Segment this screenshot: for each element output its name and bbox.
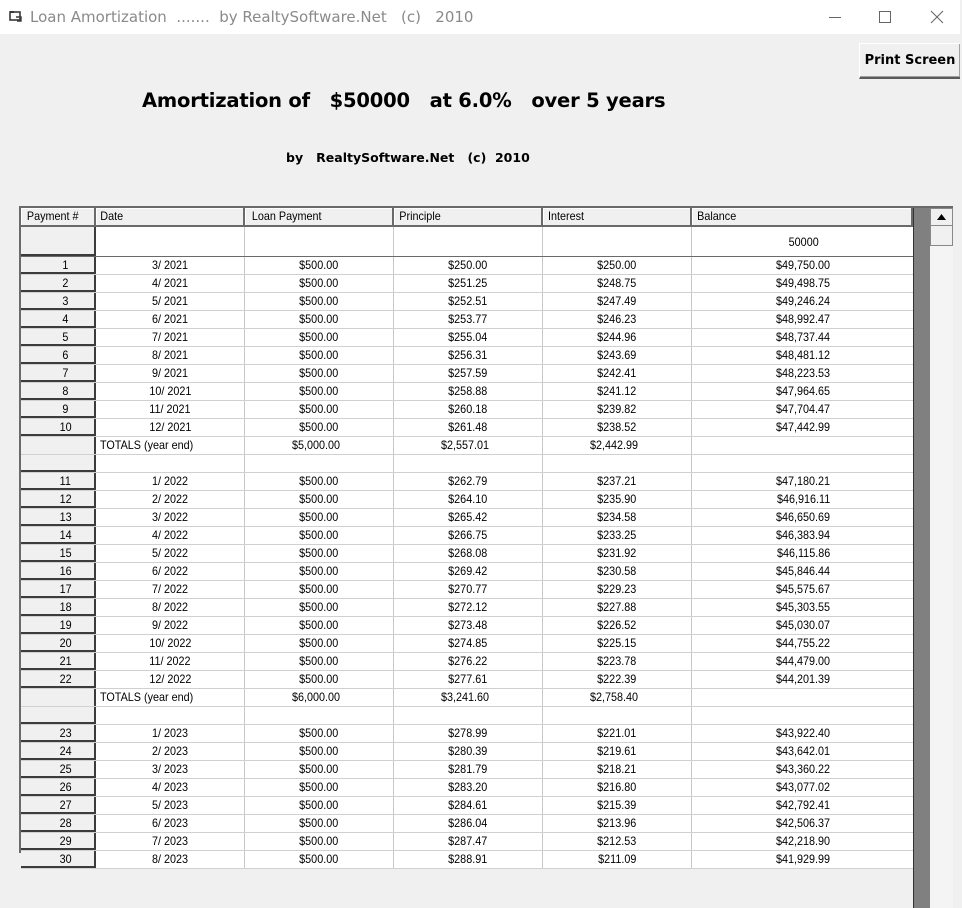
payment-number-cell[interactable]: 21 bbox=[21, 653, 96, 670]
blank-row bbox=[21, 707, 915, 725]
table-row bbox=[21, 509, 915, 527]
date-cell[interactable]: 11/ 2022 bbox=[96, 653, 245, 670]
date-cell[interactable]: 2/ 2022 bbox=[96, 491, 245, 508]
close-button[interactable] bbox=[912, 0, 962, 34]
date-cell[interactable]: 9/ 2022 bbox=[96, 617, 245, 634]
payment-number-cell[interactable]: 10 bbox=[21, 419, 96, 436]
payment-number-cell[interactable]: 25 bbox=[21, 761, 96, 778]
payment-number-cell[interactable]: 8 bbox=[21, 383, 96, 400]
app-icon bbox=[9, 10, 22, 22]
principle-cell[interactable]: $270.77 bbox=[394, 581, 543, 598]
blank-row bbox=[21, 455, 915, 473]
payment-number-cell[interactable]: 9 bbox=[21, 401, 96, 418]
principle-cell[interactable]: $276.22 bbox=[394, 653, 543, 670]
loan-payment-cell[interactable]: $500.00 bbox=[245, 599, 394, 616]
date-cell[interactable]: 4/ 2023 bbox=[96, 779, 245, 796]
date-cell[interactable] bbox=[96, 227, 245, 256]
date-cell[interactable] bbox=[96, 707, 245, 724]
totals-row bbox=[21, 437, 915, 455]
payment-number-cell[interactable]: 15 bbox=[21, 545, 96, 562]
principle-cell[interactable] bbox=[394, 227, 543, 256]
payment-number-cell[interactable]: 19 bbox=[21, 617, 96, 634]
principle-cell[interactable]: $252.51 bbox=[394, 293, 543, 310]
payment-number-cell[interactable]: 29 bbox=[21, 833, 96, 850]
date-cell[interactable]: 8/ 2023 bbox=[96, 851, 245, 868]
loan-payment-cell[interactable]: $500.00 bbox=[245, 563, 394, 580]
up-arrow-icon bbox=[937, 214, 946, 220]
balance-cell[interactable]: $46,115.86 bbox=[776, 546, 831, 560]
balance-cell[interactable]: $47,964.65 bbox=[776, 384, 831, 398]
date-cell[interactable]: 12/ 2022 bbox=[96, 671, 245, 688]
interest-cell[interactable]: $211.09 bbox=[543, 851, 692, 868]
interest-cell[interactable]: $218.21 bbox=[543, 761, 692, 778]
payment-number-cell[interactable]: 26 bbox=[21, 779, 96, 796]
date-cell[interactable]: 9/ 2021 bbox=[96, 365, 245, 382]
principle-cell[interactable]: $278.99 bbox=[394, 725, 543, 742]
interest-cell[interactable]: $215.39 bbox=[543, 797, 692, 814]
loan-payment-cell[interactable]: $500.00 bbox=[245, 473, 394, 490]
table-header bbox=[21, 208, 915, 227]
table-row bbox=[21, 275, 915, 293]
balance-cell[interactable]: $45,846.44 bbox=[776, 564, 831, 578]
date-cell[interactable]: 1/ 2023 bbox=[96, 725, 245, 742]
loan-payment-cell[interactable]: $6,000.00 bbox=[245, 689, 394, 706]
date-cell[interactable]: TOTALS (year end) bbox=[96, 689, 245, 706]
balance-cell[interactable]: $48,481.12 bbox=[776, 348, 831, 362]
date-cell[interactable]: 8/ 2021 bbox=[96, 347, 245, 364]
loan-payment-cell[interactable]: $500.00 bbox=[245, 743, 394, 760]
principle-cell[interactable]: $272.12 bbox=[394, 599, 543, 616]
interest-cell[interactable]: $230.58 bbox=[543, 563, 692, 580]
table-row bbox=[21, 563, 915, 581]
date-cell[interactable]: 1/ 2022 bbox=[96, 473, 245, 490]
interest-cell[interactable]: $234.58 bbox=[543, 509, 692, 526]
payment-number-cell[interactable]: 17 bbox=[21, 581, 96, 598]
print-screen-button[interactable]: Print Screen bbox=[859, 43, 960, 79]
date-cell[interactable]: 11/ 2021 bbox=[96, 401, 245, 418]
balance-cell[interactable]: $43,642.01 bbox=[776, 744, 831, 758]
table-row bbox=[21, 851, 915, 869]
principle-cell[interactable]: $250.00 bbox=[394, 257, 543, 274]
payment-number-cell[interactable]: 2 bbox=[21, 275, 96, 292]
date-cell[interactable]: 12/ 2021 bbox=[96, 419, 245, 436]
title-bar bbox=[0, 0, 960, 34]
balance-cell[interactable]: $46,650.69 bbox=[776, 510, 831, 524]
header-interest[interactable]: Interest bbox=[543, 208, 692, 225]
interest-cell[interactable]: $247.49 bbox=[543, 293, 692, 310]
table-row bbox=[21, 743, 915, 761]
payment-number-cell[interactable]: 22 bbox=[21, 671, 96, 688]
loan-payment-cell[interactable]: $5,000.00 bbox=[245, 437, 394, 454]
loan-payment-cell[interactable]: $500.00 bbox=[245, 419, 394, 436]
balance-cell[interactable]: $45,575.67 bbox=[776, 582, 831, 596]
loan-payment-cell[interactable]: $500.00 bbox=[245, 401, 394, 418]
date-cell[interactable]: 6/ 2021 bbox=[96, 311, 245, 328]
payment-number-cell[interactable]: 12 bbox=[21, 491, 96, 508]
interest-cell[interactable]: $212.53 bbox=[543, 833, 692, 850]
payment-number-cell[interactable] bbox=[21, 689, 96, 706]
principle-cell[interactable]: $258.88 bbox=[394, 383, 543, 400]
table-row bbox=[21, 527, 915, 545]
grid-body bbox=[21, 208, 915, 869]
payment-number-cell[interactable]: 27 bbox=[21, 797, 96, 814]
interest-cell[interactable]: $243.69 bbox=[543, 347, 692, 364]
window-title: Loan Amortization ....... by RealtySoftware.Net (c) 2010 bbox=[30, 8, 474, 26]
table-row bbox=[21, 635, 915, 653]
interest-cell[interactable]: $229.23 bbox=[543, 581, 692, 598]
loan-payment-cell[interactable]: $500.00 bbox=[245, 725, 394, 742]
table-row bbox=[21, 779, 915, 797]
interest-cell[interactable]: $216.80 bbox=[543, 779, 692, 796]
payment-number-cell[interactable]: 28 bbox=[21, 815, 96, 832]
payment-number-cell[interactable]: 1 bbox=[21, 257, 96, 274]
principle-cell[interactable] bbox=[394, 707, 543, 724]
table-rows bbox=[21, 257, 915, 869]
interest-cell[interactable]: $231.92 bbox=[543, 545, 692, 562]
table-row bbox=[21, 545, 915, 563]
loan-payment-cell[interactable]: $500.00 bbox=[245, 257, 394, 274]
page-title: Amortization of $50000 at 6.0% over 5 years bbox=[142, 89, 666, 112]
table-row bbox=[21, 401, 915, 419]
payment-number-cell[interactable]: 6 bbox=[21, 347, 96, 364]
interest-cell[interactable]: $227.88 bbox=[543, 599, 692, 616]
loan-payment-cell[interactable]: $500.00 bbox=[245, 653, 394, 670]
date-cell[interactable]: 10/ 2021 bbox=[96, 383, 245, 400]
date-cell[interactable]: 3/ 2021 bbox=[96, 257, 245, 274]
balance-cell[interactable]: $48,223.53 bbox=[776, 366, 831, 380]
balance-cell[interactable]: $46,383.94 bbox=[776, 528, 831, 542]
payment-number-cell[interactable]: 4 bbox=[21, 311, 96, 328]
date-cell[interactable]: 3/ 2022 bbox=[96, 509, 245, 526]
principle-cell[interactable]: $2,557.01 bbox=[394, 437, 543, 454]
table-row bbox=[21, 257, 915, 275]
date-cell[interactable]: 7/ 2023 bbox=[96, 833, 245, 850]
close-icon bbox=[931, 11, 943, 23]
loan-payment-cell[interactable]: $500.00 bbox=[245, 365, 394, 382]
interest-cell[interactable]: $248.75 bbox=[543, 275, 692, 292]
principle-cell[interactable]: $3,241.60 bbox=[394, 689, 543, 706]
table-row bbox=[21, 491, 915, 509]
principle-cell[interactable]: $280.39 bbox=[394, 743, 543, 760]
table-row bbox=[21, 365, 915, 383]
loan-payment-cell[interactable]: $500.00 bbox=[245, 617, 394, 634]
interest-cell[interactable]: $241.12 bbox=[543, 383, 692, 400]
interest-cell[interactable]: $213.96 bbox=[543, 815, 692, 832]
table-row bbox=[21, 761, 915, 779]
principle-cell[interactable]: $268.08 bbox=[394, 545, 543, 562]
table-row bbox=[21, 581, 915, 599]
interest-cell[interactable]: $222.39 bbox=[543, 671, 692, 688]
balance-cell[interactable]: $45,030.07 bbox=[776, 618, 831, 632]
initial-balance-cell[interactable]: 50000 bbox=[788, 235, 819, 249]
totals-row bbox=[21, 689, 915, 707]
date-cell[interactable]: 2/ 2023 bbox=[96, 743, 245, 760]
interest-cell[interactable] bbox=[543, 455, 692, 472]
table-row bbox=[21, 473, 915, 491]
balance-cell[interactable] bbox=[692, 707, 915, 724]
interest-cell[interactable]: $233.25 bbox=[543, 527, 692, 544]
loan-payment-cell[interactable]: $500.00 bbox=[245, 311, 394, 328]
balance-cell[interactable]: $48,992.47 bbox=[776, 312, 831, 326]
interest-cell[interactable]: $237.21 bbox=[543, 473, 692, 490]
interest-cell[interactable]: $221.01 bbox=[543, 725, 692, 742]
balance-cell[interactable]: $47,180.21 bbox=[776, 474, 831, 488]
page-subtitle: by RealtySoftware.Net (c) 2010 bbox=[286, 150, 530, 165]
balance-cell[interactable] bbox=[692, 437, 915, 454]
loan-payment-cell[interactable]: $500.00 bbox=[245, 491, 394, 508]
date-cell[interactable]: 8/ 2022 bbox=[96, 599, 245, 616]
balance-cell[interactable]: $43,077.02 bbox=[776, 780, 831, 794]
payment-number-cell[interactable]: 11 bbox=[21, 473, 96, 490]
balance-cell[interactable]: $49,246.24 bbox=[776, 294, 831, 308]
principle-cell[interactable]: $256.31 bbox=[394, 347, 543, 364]
payment-number-cell[interactable]: 18 bbox=[21, 599, 96, 616]
table-row bbox=[21, 383, 915, 401]
interest-cell[interactable]: $2,442.99 bbox=[543, 437, 692, 454]
table-row bbox=[21, 311, 915, 329]
date-cell[interactable]: 3/ 2023 bbox=[96, 761, 245, 778]
interest-cell[interactable] bbox=[543, 227, 692, 256]
balance-cell[interactable]: $47,704.47 bbox=[776, 402, 831, 416]
interest-cell[interactable]: $239.82 bbox=[543, 401, 692, 418]
principle-cell[interactable]: $260.18 bbox=[394, 401, 543, 418]
principle-cell[interactable]: $261.48 bbox=[394, 419, 543, 436]
principle-cell[interactable]: $277.61 bbox=[394, 671, 543, 688]
table-row bbox=[21, 329, 915, 347]
row-header-cell[interactable] bbox=[21, 227, 96, 256]
principle-cell[interactable]: $284.61 bbox=[394, 797, 543, 814]
date-cell[interactable]: TOTALS (year end) bbox=[96, 437, 245, 454]
balance-cell[interactable]: $49,498.75 bbox=[776, 276, 831, 290]
loan-payment-cell[interactable] bbox=[245, 455, 394, 472]
principle-cell[interactable]: $287.47 bbox=[394, 833, 543, 850]
amortization-grid[interactable] bbox=[19, 206, 953, 866]
loan-payment-cell[interactable]: $500.00 bbox=[245, 671, 394, 688]
payment-number-cell[interactable]: 7 bbox=[21, 365, 96, 382]
loan-payment-cell[interactable]: $500.00 bbox=[245, 275, 394, 292]
principle-cell[interactable]: $257.59 bbox=[394, 365, 543, 382]
vertical-scrollbar[interactable] bbox=[930, 208, 953, 908]
principle-cell[interactable]: $281.79 bbox=[394, 761, 543, 778]
payment-number-cell[interactable]: 24 bbox=[21, 743, 96, 760]
table-row bbox=[21, 797, 915, 815]
balance-cell[interactable]: $45,303.55 bbox=[776, 600, 831, 614]
balance-cell[interactable]: $46,916.11 bbox=[776, 492, 831, 506]
interest-cell[interactable]: $235.90 bbox=[543, 491, 692, 508]
loan-payment-cell[interactable]: $500.00 bbox=[245, 329, 394, 346]
payment-number-cell[interactable]: 16 bbox=[21, 563, 96, 580]
interest-cell[interactable]: $223.78 bbox=[543, 653, 692, 670]
date-cell[interactable]: 6/ 2023 bbox=[96, 815, 245, 832]
date-cell[interactable]: 5/ 2022 bbox=[96, 545, 245, 562]
balance-cell[interactable]: $44,755.22 bbox=[776, 636, 831, 650]
payment-number-cell[interactable]: 23 bbox=[21, 725, 96, 742]
interest-cell[interactable]: $226.52 bbox=[543, 617, 692, 634]
payment-number-cell[interactable]: 30 bbox=[21, 851, 96, 868]
principle-cell[interactable]: $265.42 bbox=[394, 509, 543, 526]
table-row bbox=[21, 815, 915, 833]
table-row bbox=[21, 347, 915, 365]
balance-cell[interactable]: $44,479.00 bbox=[776, 654, 831, 668]
initial-balance-row bbox=[21, 227, 915, 257]
payment-number-cell[interactable] bbox=[21, 437, 96, 454]
balance-cell[interactable]: $43,360.22 bbox=[776, 762, 831, 776]
loan-payment-cell[interactable]: $500.00 bbox=[245, 509, 394, 526]
loan-payment-cell[interactable]: $500.00 bbox=[245, 545, 394, 562]
loan-payment-cell[interactable]: $500.00 bbox=[245, 527, 394, 544]
table-row bbox=[21, 617, 915, 635]
interest-cell[interactable] bbox=[543, 707, 692, 724]
interest-cell[interactable]: $242.41 bbox=[543, 365, 692, 382]
date-cell[interactable]: 4/ 2021 bbox=[96, 275, 245, 292]
balance-cell[interactable]: $41,929.99 bbox=[776, 852, 831, 866]
loan-payment-cell[interactable]: $500.00 bbox=[245, 779, 394, 796]
date-cell[interactable]: 5/ 2023 bbox=[96, 797, 245, 814]
date-cell[interactable]: 10/ 2022 bbox=[96, 635, 245, 652]
loan-payment-cell[interactable]: $500.00 bbox=[245, 851, 394, 868]
principle-cell[interactable]: $269.42 bbox=[394, 563, 543, 580]
payment-number-cell[interactable]: 5 bbox=[21, 329, 96, 346]
header-loan-payment[interactable]: Loan Payment bbox=[245, 208, 394, 225]
payment-number-cell[interactable]: 20 bbox=[21, 635, 96, 652]
date-cell[interactable]: 5/ 2021 bbox=[96, 293, 245, 310]
loan-payment-cell[interactable]: $500.00 bbox=[245, 815, 394, 832]
interest-cell[interactable]: $246.23 bbox=[543, 311, 692, 328]
principle-cell[interactable]: $251.25 bbox=[394, 275, 543, 292]
balance-cell[interactable] bbox=[692, 689, 915, 706]
grid-empty-area bbox=[913, 208, 930, 908]
balance-cell[interactable]: $42,792.41 bbox=[776, 798, 831, 812]
balance-cell[interactable]: $49,750.00 bbox=[776, 258, 831, 272]
scroll-up-button[interactable] bbox=[930, 208, 953, 226]
table-row bbox=[21, 419, 915, 437]
interest-cell[interactable]: $219.61 bbox=[543, 743, 692, 760]
loan-payment-cell[interactable]: $500.00 bbox=[245, 293, 394, 310]
principle-cell[interactable]: $262.79 bbox=[394, 473, 543, 490]
loan-payment-cell[interactable]: $500.00 bbox=[245, 383, 394, 400]
date-cell[interactable]: 7/ 2022 bbox=[96, 581, 245, 598]
payment-number-cell[interactable] bbox=[21, 455, 96, 472]
scroll-thumb[interactable] bbox=[930, 226, 953, 246]
balance-cell[interactable]: $43,922.40 bbox=[776, 726, 831, 740]
interest-cell[interactable]: $2,758.40 bbox=[543, 689, 692, 706]
interest-cell[interactable]: $250.00 bbox=[543, 257, 692, 274]
principle-cell[interactable]: $286.04 bbox=[394, 815, 543, 832]
date-cell[interactable] bbox=[96, 455, 245, 472]
principle-cell[interactable]: $253.77 bbox=[394, 311, 543, 328]
loan-payment-cell[interactable]: $500.00 bbox=[245, 581, 394, 598]
table-row bbox=[21, 833, 915, 851]
minimize-button[interactable] bbox=[810, 0, 860, 34]
loan-payment-cell[interactable]: $500.00 bbox=[245, 761, 394, 778]
table-row bbox=[21, 599, 915, 617]
balance-cell[interactable]: $42,218.90 bbox=[776, 834, 831, 848]
principle-cell[interactable]: $266.75 bbox=[394, 527, 543, 544]
principle-cell[interactable]: $255.04 bbox=[394, 329, 543, 346]
principle-cell[interactable] bbox=[394, 455, 543, 472]
table-row bbox=[21, 725, 915, 743]
balance-cell[interactable] bbox=[692, 455, 915, 472]
minimize-icon bbox=[829, 11, 841, 23]
interest-cell[interactable]: $225.15 bbox=[543, 635, 692, 652]
interest-cell[interactable]: $238.52 bbox=[543, 419, 692, 436]
maximize-icon bbox=[879, 11, 891, 23]
payment-number-cell[interactable]: 13 bbox=[21, 509, 96, 526]
principle-cell[interactable]: $264.10 bbox=[394, 491, 543, 508]
table-row bbox=[21, 671, 915, 689]
date-cell[interactable]: 7/ 2021 bbox=[96, 329, 245, 346]
principle-cell[interactable]: $273.48 bbox=[394, 617, 543, 634]
loan-payment-cell[interactable]: $500.00 bbox=[245, 833, 394, 850]
principle-cell[interactable]: $274.85 bbox=[394, 635, 543, 652]
payment-number-cell[interactable]: 3 bbox=[21, 293, 96, 310]
payment-number-cell[interactable]: 14 bbox=[21, 527, 96, 544]
loan-payment-cell[interactable]: $500.00 bbox=[245, 797, 394, 814]
balance-cell[interactable]: $47,442.99 bbox=[776, 420, 831, 434]
header-balance[interactable]: Balance bbox=[692, 208, 913, 225]
header-date[interactable]: Date bbox=[96, 208, 245, 225]
principle-cell[interactable]: $288.91 bbox=[394, 851, 543, 868]
loan-payment-cell[interactable]: $500.00 bbox=[245, 635, 394, 652]
payment-number-cell[interactable] bbox=[21, 707, 96, 724]
header-payment-number[interactable]: Payment # bbox=[21, 208, 96, 225]
maximize-button[interactable] bbox=[860, 0, 910, 34]
balance-cell[interactable]: $42,506.37 bbox=[776, 816, 831, 830]
interest-cell[interactable]: $244.96 bbox=[543, 329, 692, 346]
table-row bbox=[21, 293, 915, 311]
balance-cell[interactable]: $44,201.39 bbox=[776, 672, 831, 686]
principle-cell[interactable]: $283.20 bbox=[394, 779, 543, 796]
balance-cell[interactable]: $48,737.44 bbox=[776, 330, 831, 344]
date-cell[interactable]: 4/ 2022 bbox=[96, 527, 245, 544]
loan-payment-cell[interactable]: $500.00 bbox=[245, 347, 394, 364]
date-cell[interactable]: 6/ 2022 bbox=[96, 563, 245, 580]
loan-payment-cell[interactable] bbox=[245, 227, 394, 256]
header-principle[interactable]: Principle bbox=[394, 208, 543, 225]
loan-payment-cell[interactable] bbox=[245, 707, 394, 724]
table-row bbox=[21, 653, 915, 671]
